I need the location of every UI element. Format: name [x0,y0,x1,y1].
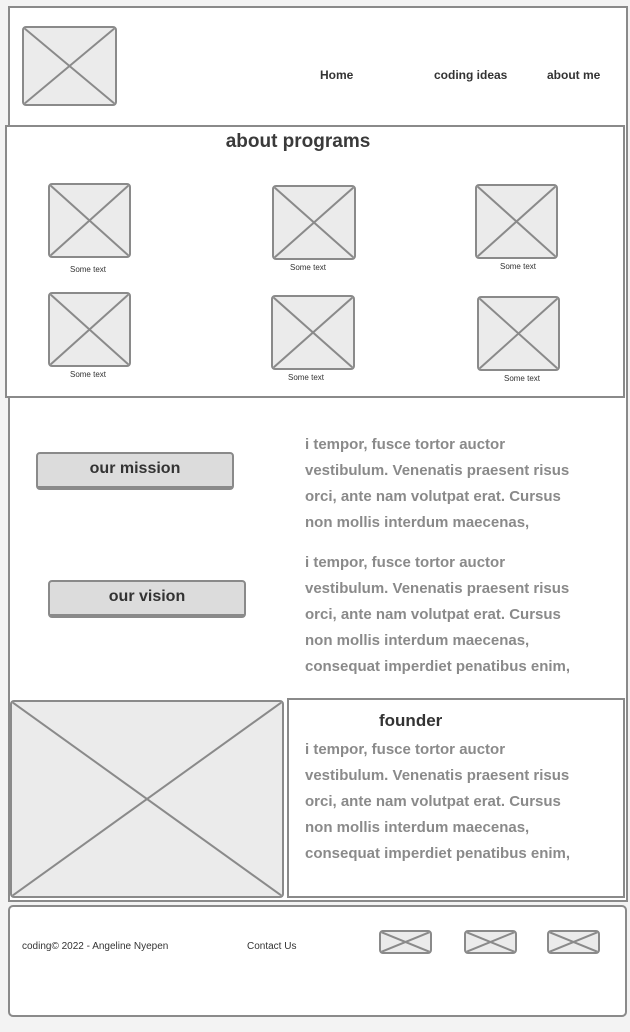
founder-line: consequat imperdiet penatibus enim, [305,845,571,862]
founder-image[interactable] [10,700,284,898]
program-image-2[interactable] [272,185,356,260]
mission-line: i tempor, fusce tortor auctor [305,436,506,453]
program-caption-1: Some text [69,265,106,274]
program-caption-2: Some text [289,263,326,272]
vision-text [305,550,570,680]
nav-home[interactable]: Home [320,68,354,82]
vision-line: non mollis interdum maecenas, [305,632,530,649]
nav-about-me[interactable]: about me [547,68,601,82]
program-caption-6: Some text [503,374,540,383]
social-icon-3[interactable] [547,930,600,954]
founder-line: orci, ante nam volutpat erat. Cursus [305,793,561,810]
founder-line: vestibulum. Venenatis praesent risus [305,767,570,784]
program-caption-3: Some text [499,262,536,271]
social-icon-1[interactable] [379,930,432,954]
program-caption-4: Some text [69,370,106,379]
footer-copyright: coding© 2022 - Angeline Nyepen [22,941,169,952]
vision-line: consequat imperdiet penatibus enim, [305,658,571,675]
founder-line: non mollis interdum maecenas, [305,819,530,836]
program-image-3[interactable] [475,184,558,259]
our-vision-button[interactable]: our vision [48,580,246,618]
logo-image[interactable] [22,26,117,106]
nav-coding-ideas[interactable]: coding ideas [434,68,508,82]
social-icon-2[interactable] [464,930,517,954]
mission-line: orci, ante nam volutpat erat. Cursus [305,488,561,505]
program-image-4[interactable] [48,292,131,367]
mission-line: non mollis interdum maecenas, [305,514,530,531]
footer [8,905,627,1017]
program-caption-5: Some text [287,373,324,382]
vision-line: orci, ante nam volutpat erat. Cursus [305,606,561,623]
footer-contact-link[interactable]: Contact Us [247,941,297,952]
program-image-6[interactable] [477,296,560,371]
mission-text [305,432,569,536]
program-image-1[interactable] [48,183,131,258]
founder-line: i tempor, fusce tortor auctor [305,741,506,758]
founder-text [305,737,570,867]
vision-line: vestibulum. Venenatis praesent risus [305,580,570,597]
programs-title: about programs [225,131,371,152]
founder-title: founder [379,711,443,730]
our-mission-button[interactable]: our mission [36,452,234,490]
program-image-5[interactable] [271,295,355,370]
mission-line: vestibulum. Venenatis praesent risus [305,462,570,479]
vision-line: i tempor, fusce tortor auctor [305,554,506,571]
